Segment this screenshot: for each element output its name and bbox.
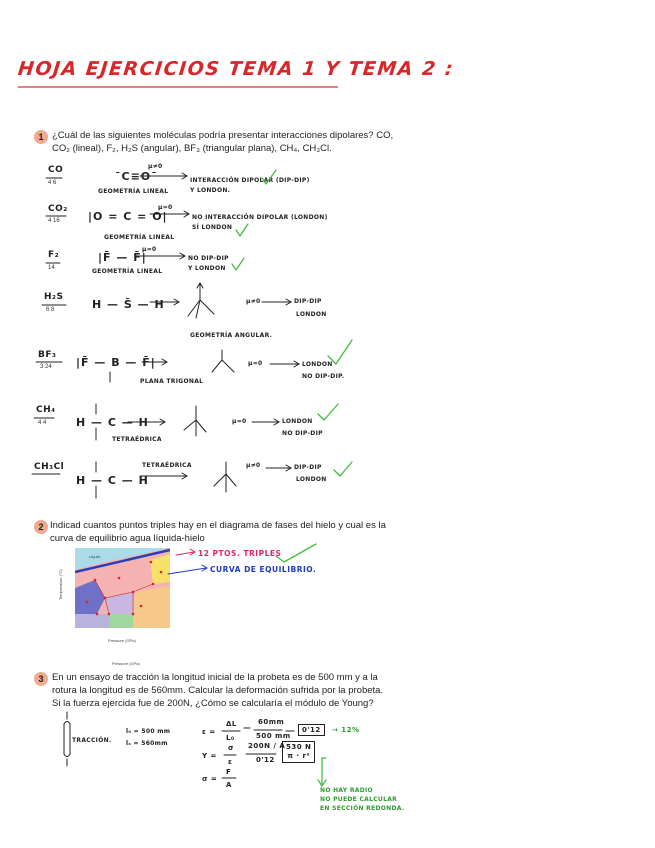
question-2-text-line2: curva de equilibrio agua líquida-hielo xyxy=(50,533,205,544)
dipole-moment: µ≠0 xyxy=(246,298,261,305)
dipole-moment: µ=0 xyxy=(142,246,157,253)
dipole-moment: µ=0 xyxy=(232,418,247,425)
geometry-label: PLANA TRIGONAL xyxy=(140,378,204,385)
interaction-note: LONDON xyxy=(282,418,313,425)
geometry-label: GEOMETRÍA ANGULAR. xyxy=(190,332,273,339)
lewis-structure: ¯C≡O¯ xyxy=(115,170,158,183)
young-frac3-den: ε xyxy=(228,758,233,766)
geometry-label: GEOMETRÍA LINEAL xyxy=(98,188,169,195)
geometry-label: GEOMETRÍA LINEAL xyxy=(92,268,163,275)
molecule-label: CO xyxy=(48,165,64,175)
answer-triple-points: 12 PTOS. TRIPLES xyxy=(198,549,282,558)
strain-frac2-num: 60mm xyxy=(258,718,285,726)
strain-frac1-num: ΔL xyxy=(226,720,237,728)
interaction-note: Y LONDON xyxy=(188,265,226,272)
young-frac4-num: 200N / A xyxy=(248,742,286,750)
question-1-text-line1: ¿Cuál de las siguientes moléculas podría presentar interacciones dipolares? CO, xyxy=(52,130,394,141)
question-1-text-line2: CO₂ (lineal), F₂, H₂S (angular), BF₃ (triangular plana), CH₄, CH₃Cl. xyxy=(52,143,332,154)
molecule-label: CO₂ xyxy=(48,204,68,214)
molecule-label: BF₃ xyxy=(38,350,57,360)
question-3-text-line3: Si la fuerza ejercida fue de 200N, ¿Cómo se calcularía el módulo de Young? xyxy=(52,698,374,709)
lewis-structure: |F̄ — F̄| xyxy=(98,251,147,264)
interaction-note: DIP-DIP xyxy=(294,464,322,471)
question-3-text-line1: En un ensayo de tracción la longitud inicial de la probeta es de 500 mm y a la xyxy=(52,672,378,683)
lewis-structure: H — C — H xyxy=(76,416,149,429)
molecule-label: CH₃Cl xyxy=(34,462,65,472)
dipole-moment: µ=0 xyxy=(158,204,173,211)
strain-percent: → 12% xyxy=(332,726,360,734)
interaction-note: LONDON xyxy=(296,311,327,318)
interaction-note: DIP-DIP xyxy=(294,298,322,305)
question-2-text-line1: Indicad cuantos puntos triples hay en el diagrama de fases del hielo y cual es la xyxy=(50,520,386,531)
phase-diagram-caption: Pressure (GPa) xyxy=(112,661,140,666)
phase-diagram-ylabel: Temperature (°C) xyxy=(58,569,63,600)
dipole-moment: µ≠0 xyxy=(148,163,163,170)
young-note xyxy=(320,786,404,813)
young-note-line: EN SECCIÓN REDONDA. xyxy=(320,805,405,812)
young-result-num: 530 N xyxy=(286,743,312,751)
interaction-note: LONDON xyxy=(296,476,327,483)
molecule-electrons: 14 xyxy=(48,265,55,271)
molecule-electrons: 4 4 xyxy=(38,420,47,426)
interaction-note: LONDON xyxy=(302,361,333,368)
stress-symbol: σ = xyxy=(202,775,218,783)
molecule-electrons: 4 16 xyxy=(48,218,60,224)
stress-frac5-num: F xyxy=(226,768,232,776)
liquid-region-label: Liquid xyxy=(89,554,100,559)
title-underline xyxy=(18,86,338,88)
strain-frac1-den: L₀ xyxy=(226,734,235,742)
young-frac3-num: σ xyxy=(228,744,234,752)
strain-symbol: ε = xyxy=(202,728,216,736)
young-frac4-den: 0'12 xyxy=(256,756,275,764)
molecule-label: F₂ xyxy=(48,250,60,260)
interaction-note: NO INTERACCIÓN DIPOLAR (LONDON) xyxy=(192,214,328,221)
strain-result-box: 0'12 xyxy=(298,724,325,736)
young-note-line: NO PUEDE CALCULAR xyxy=(320,796,398,803)
geometry-label: TETRAÉDRICA xyxy=(142,462,192,469)
answer-equilibrium-curve: CURVA DE EQUILIBRIO. xyxy=(210,565,317,574)
interaction-note: NO DIP-DIP xyxy=(188,255,229,262)
traccion-label: TRACCIÓN. xyxy=(72,737,112,744)
young-symbol: Y = xyxy=(202,752,217,760)
phase-diagram-xlabel: Pressure (GPa) xyxy=(108,638,136,643)
initial-length: l₀ = 500 mm xyxy=(126,728,171,735)
molecule-label: CH₄ xyxy=(36,405,56,415)
question-3-number: 3 xyxy=(34,672,48,686)
final-length: lₓ = 560mm xyxy=(126,740,168,747)
question-3-text-line2: rotura la longitud es de 560mm. Calcular la deformación sufrida por la probeta. xyxy=(52,685,384,696)
dipole-moment: µ=0 xyxy=(248,360,263,367)
page-title: HOJA EJERCICIOS TEMA 1 Y TEMA 2 : xyxy=(16,58,456,80)
stress-frac5-den: A xyxy=(226,781,232,789)
young-note-line: NO HAY RADIO xyxy=(320,787,373,794)
molecule-electrons: 3 24 xyxy=(40,364,52,370)
dipole-moment: µ≠0 xyxy=(246,462,261,469)
lewis-structure: |F̄ — B — F̄| xyxy=(76,356,156,369)
phase-diagram-svg xyxy=(75,548,170,628)
molecule-label: H₂S xyxy=(44,292,64,302)
interaction-note: NO DIP-DIP xyxy=(282,430,323,437)
strain-frac2-den: 500 mm xyxy=(256,732,291,740)
geometry-label: GEOMETRÍA LINEAL xyxy=(104,234,175,241)
lewis-structure: H — C — H xyxy=(76,474,149,487)
young-result-box xyxy=(282,741,315,763)
interaction-note: Y LONDON. xyxy=(190,187,231,194)
interaction-note: NO DIP-DIP. xyxy=(302,373,345,380)
geometry-label: TETRAÉDRICA xyxy=(112,436,162,443)
molecule-electrons: 4 6 xyxy=(48,180,57,186)
young-result-den: π · r² xyxy=(287,752,310,760)
ice-phase-diagram xyxy=(75,548,170,628)
question-1-number: 1 xyxy=(34,130,48,144)
question-2-number: 2 xyxy=(34,520,48,534)
interaction-note: INTERACCIÓN DIPOLAR (DIP-DIP) xyxy=(190,177,310,184)
interaction-note: SÍ LONDON xyxy=(192,224,233,231)
molecule-electrons: 6 8 xyxy=(46,307,55,313)
lewis-structure: |O = C = O| xyxy=(88,210,168,223)
lewis-structure: H — S̄ — H xyxy=(92,298,165,311)
